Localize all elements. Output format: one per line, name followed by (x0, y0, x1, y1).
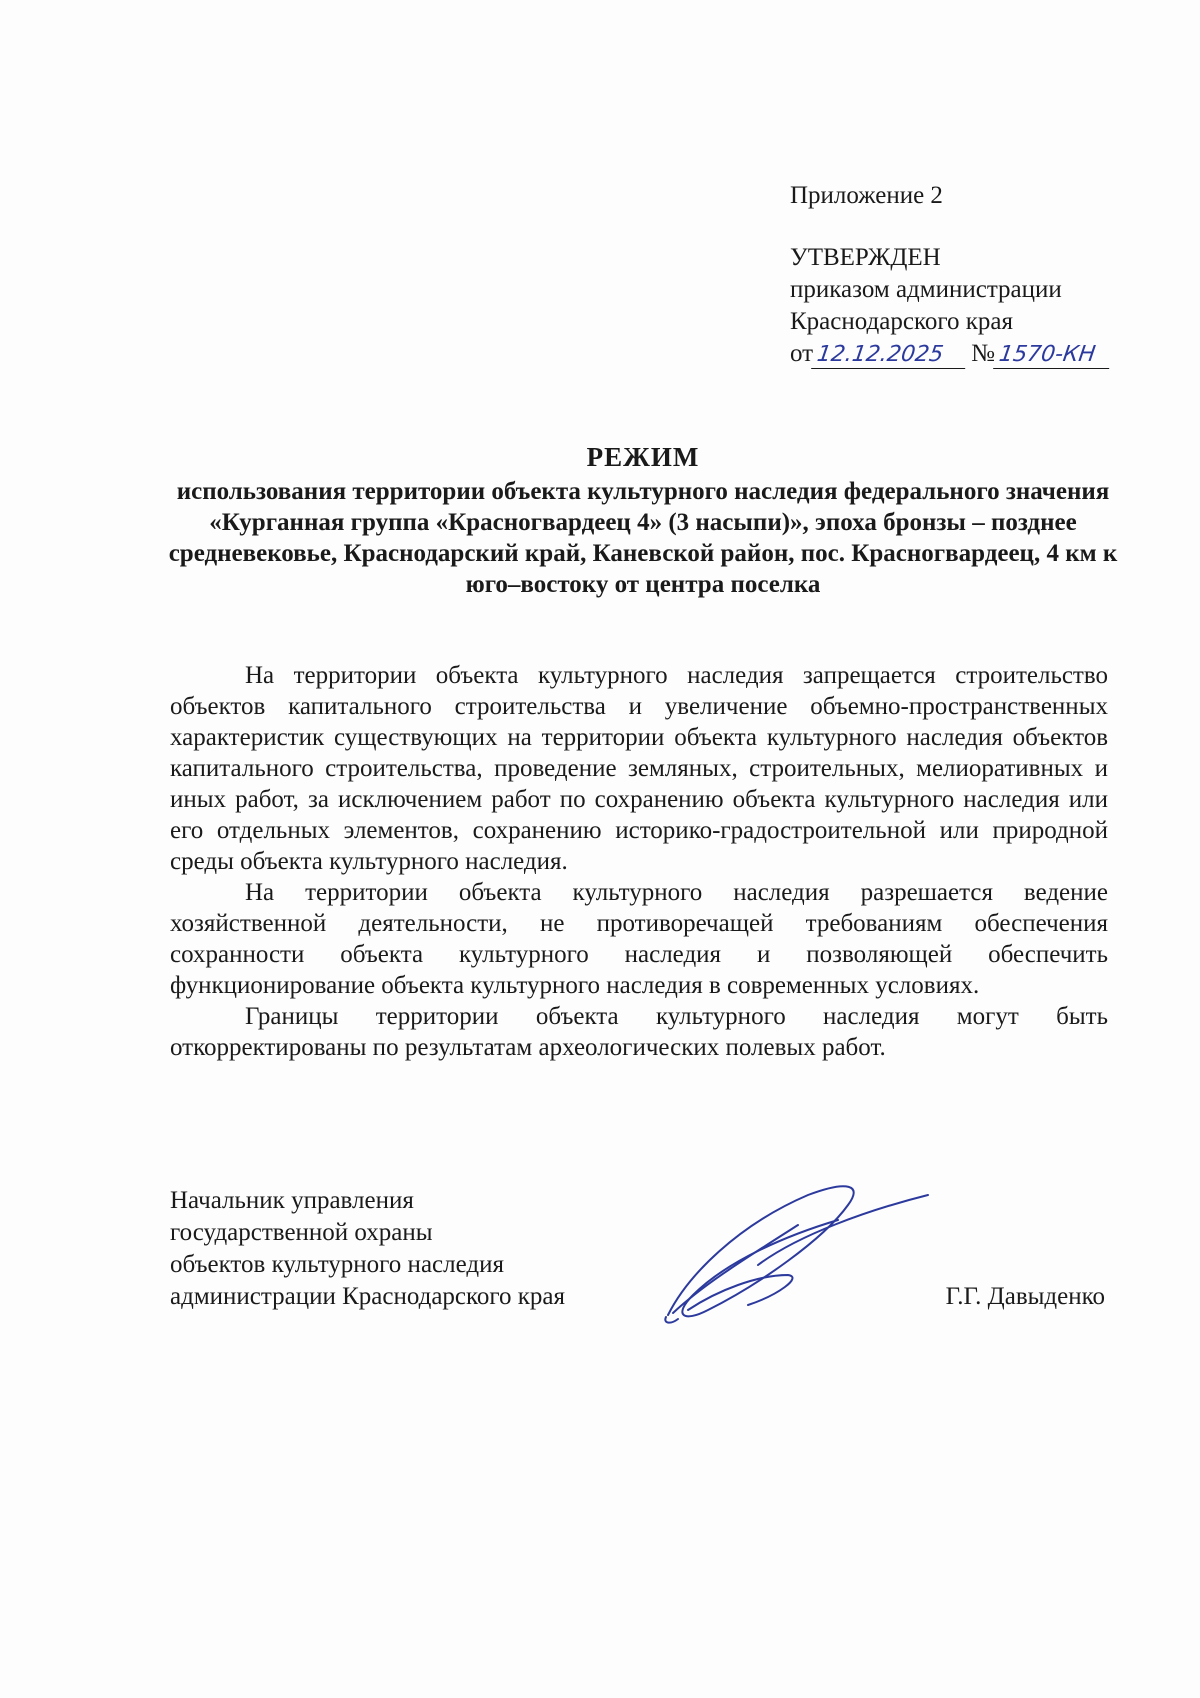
approval-line-order: приказом администрации (790, 276, 1062, 303)
handwritten-order-date: 12.12.2025 (811, 342, 969, 369)
signer-position-line: администрации Краснодарского края (170, 1283, 566, 1310)
signer-position-line: Начальник управления (170, 1187, 414, 1214)
signer-position-line: объектов культурного наследия (170, 1251, 504, 1278)
document-title-block (168, 440, 1118, 600)
number-sign: № (971, 340, 995, 367)
approval-line-region: Краснодарского края (790, 308, 1013, 335)
approval-stamp-block (790, 180, 1150, 370)
order-date-number-line (790, 338, 1150, 370)
date-prefix: от (790, 340, 814, 367)
handwritten-signature-icon (648, 1165, 938, 1335)
body-paragraph-prohibitions: На территории объекта культурного наследия запрещается строительство объектов капитального строительства и увеличение объемно-пространственных характеристик существующих на территории объекта культурного наследия объектов капитального строительства, проведение земляных, строительных, мелиоративных и иных работ, за исключением работ по сохранению объекта культурного наследия или его отдельных элементов, сохранению историко-градостроительной или природной среды объекта культурного наследия. (170, 662, 1108, 875)
document-body (170, 660, 1108, 1063)
body-paragraph-boundaries: Границы территории объекта культурного наследия могут быть откорректированы по результатам археологических полевых работ. (170, 1003, 1108, 1061)
document-title: РЕЖИМ (586, 442, 700, 472)
body-paragraph-permissions: На территории объекта культурного наследия разрешается ведение хозяйственной деятельности, не противоречащей требованиям обеспечения сохранности объекта культурного наследия и позволяющей обеспечить функционирование объекта культурного наследия в современных условиях. (170, 879, 1108, 999)
appendix-label: Приложение 2 (790, 182, 943, 209)
signer-position-line: государственной охраны (170, 1219, 433, 1246)
signature-block (170, 1185, 1130, 1335)
signer-name: Г.Г. Давыденко (945, 1283, 1105, 1310)
document-subtitle: использования территории объекта культурного наследия федерального значения «Курганная группа «Красногвардеец 4» (3 насыпи)», эпоха бронзы – позднее средневековье, Краснодарский край, Каневской район, пос. Красногвардеец, 4 км к юго–востоку от центра поселка (168, 478, 1118, 598)
approval-line-approved: УТВЕРЖДЕН (790, 244, 941, 271)
handwritten-order-number: 1570-КН (993, 342, 1113, 369)
